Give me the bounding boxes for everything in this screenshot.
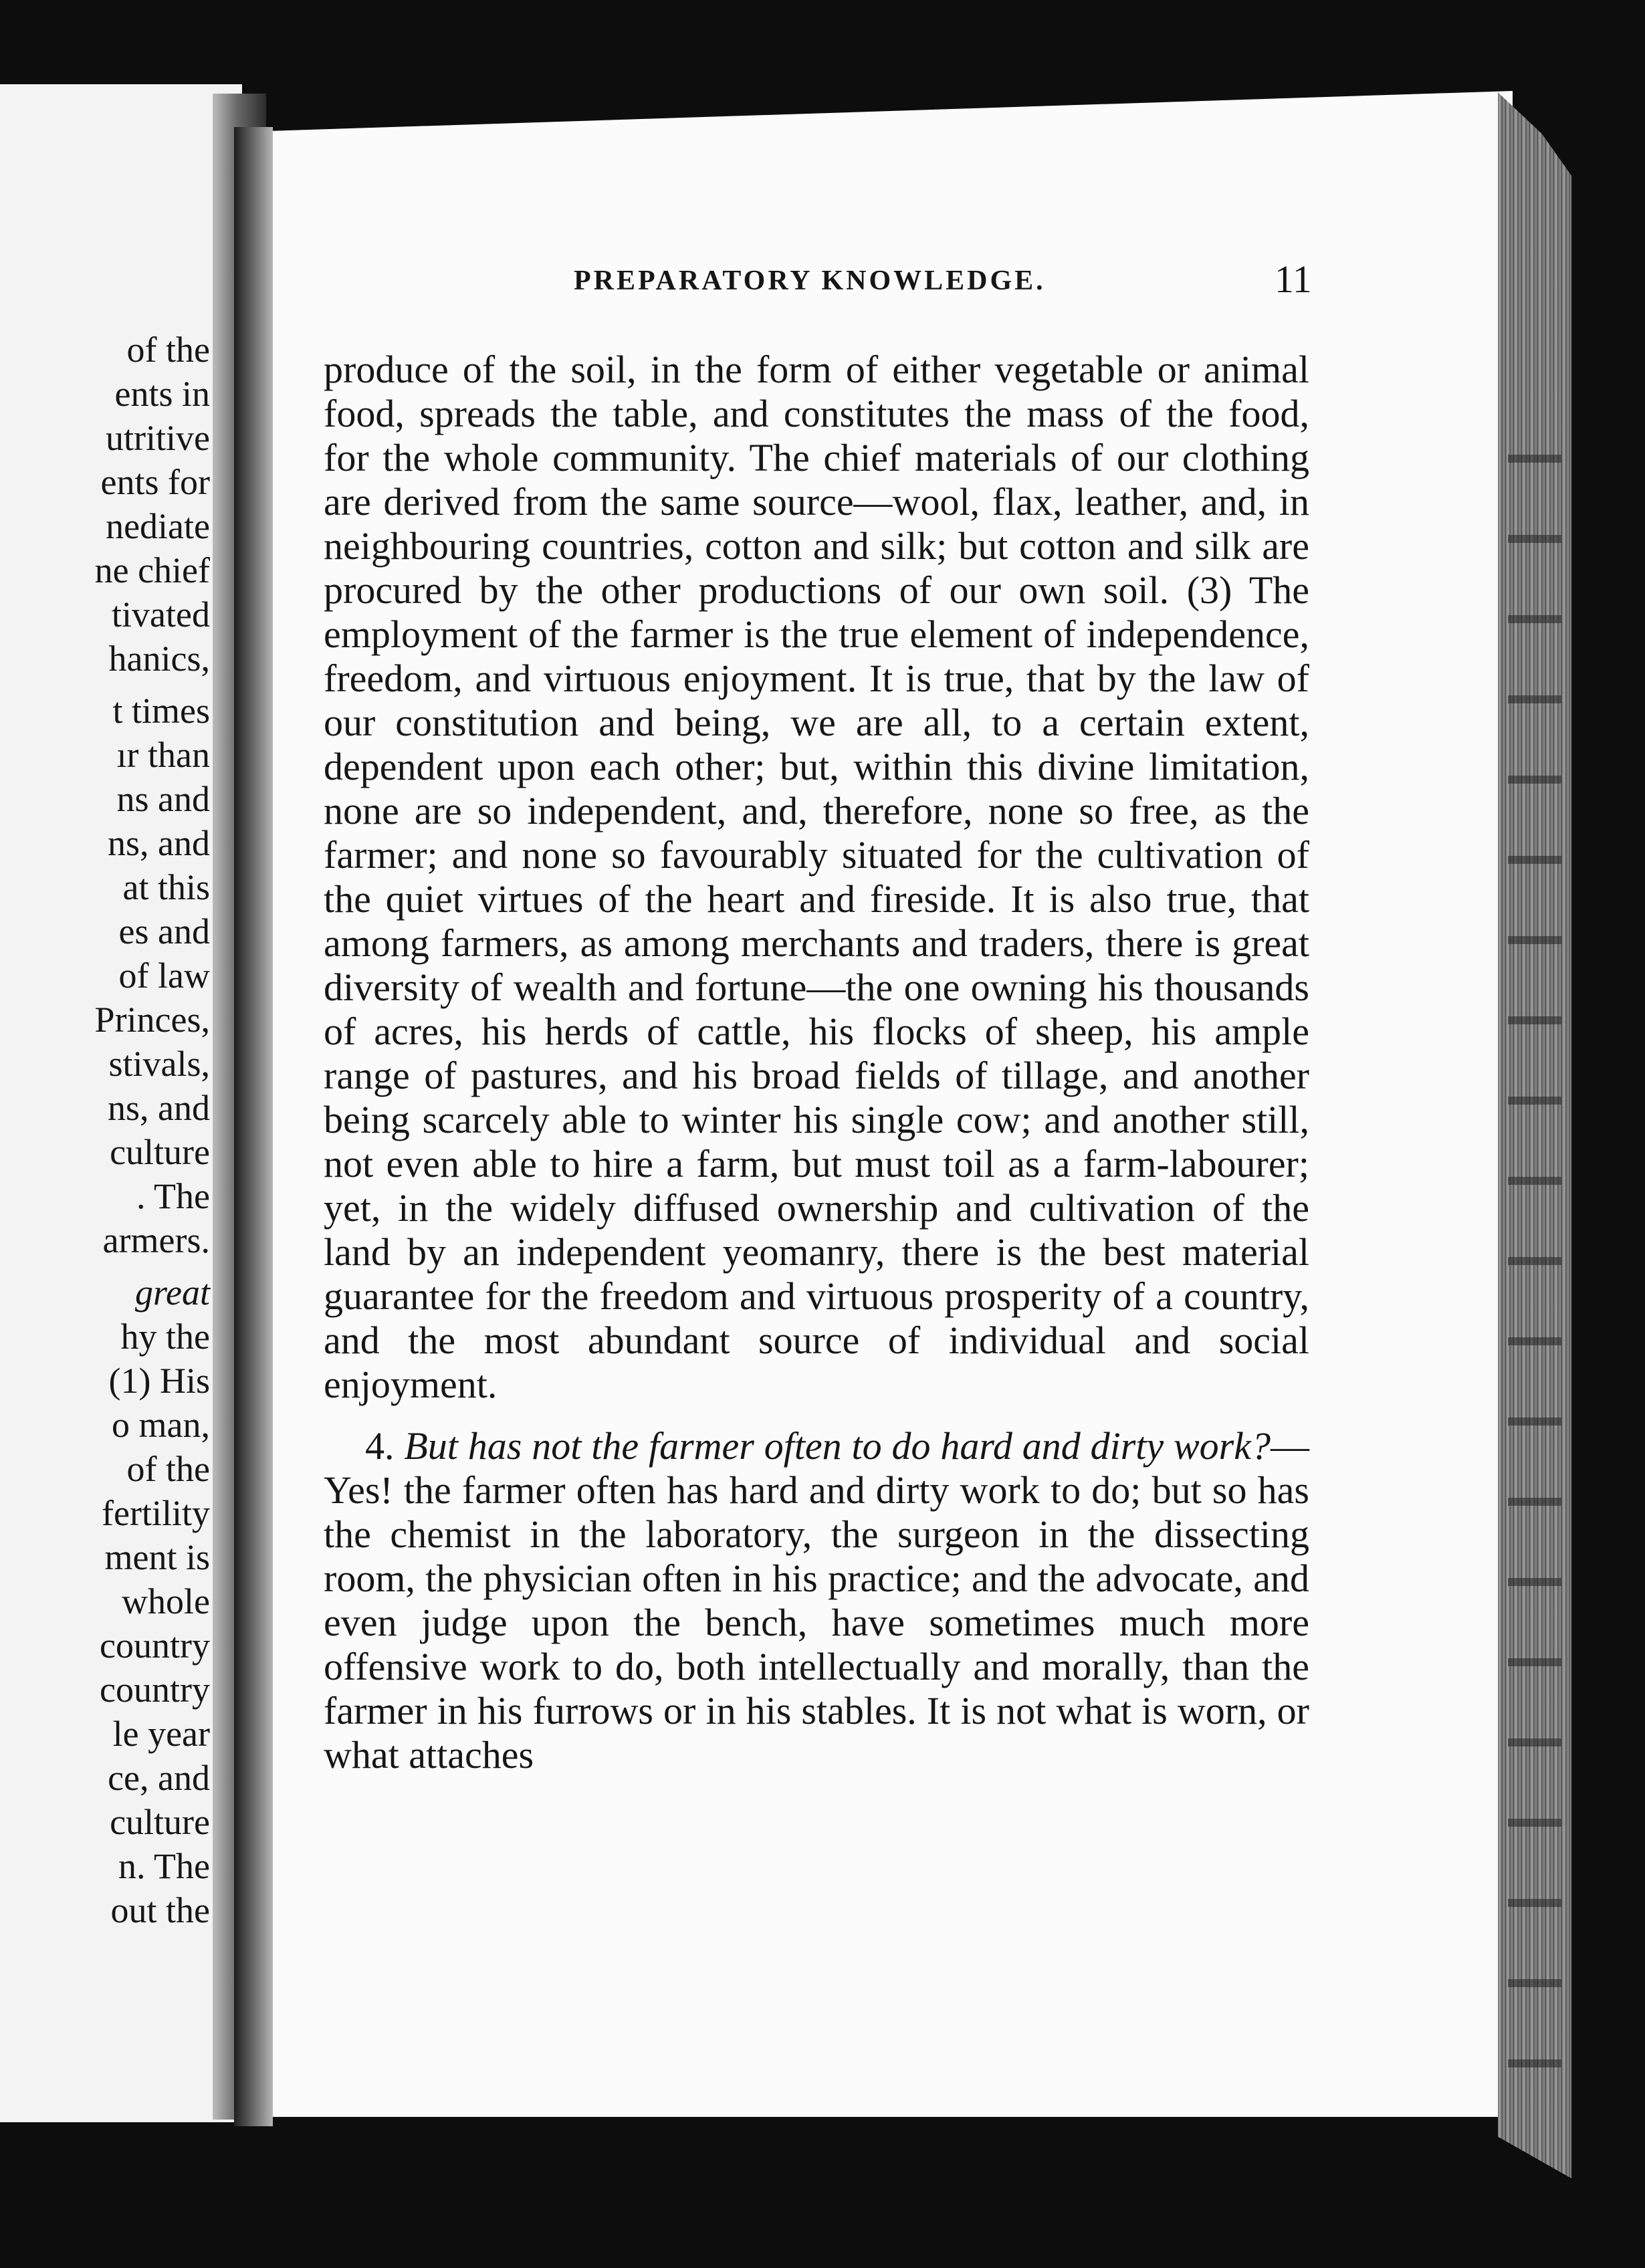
left-page-line: nediate — [106, 506, 210, 546]
left-page-line: out the — [110, 1890, 210, 1930]
left-page-line: country — [100, 1625, 210, 1666]
question-text: But has not the farmer often to do hard and dirty work? — [404, 1424, 1271, 1468]
left-page-line: ents in — [114, 374, 210, 414]
left-page-line: hanics, — [108, 639, 210, 679]
left-page-line: Princes, — [94, 1000, 210, 1040]
left-page-line: n. The — [118, 1846, 210, 1886]
left-page-line: whole — [122, 1581, 210, 1621]
left-page-line: . The — [136, 1176, 210, 1216]
page-number: 11 — [1275, 257, 1312, 301]
left-page-text — [95, 328, 210, 1932]
left-page-line: t times — [112, 691, 210, 731]
left-page-line: great — [135, 1272, 210, 1313]
left-page-line: of the — [126, 1449, 210, 1489]
left-page-line: tivated — [112, 594, 210, 635]
left-page-line: armers. — [102, 1220, 210, 1260]
question-4-paragraph — [324, 1424, 1309, 1777]
left-page-line: stivals, — [108, 1044, 210, 1084]
left-page-line: utritive — [106, 418, 210, 458]
right-gutter-shadow — [234, 127, 273, 2126]
left-page-line: of the — [126, 330, 210, 370]
left-page-line: (1) His — [108, 1361, 210, 1401]
answer-text: —Yes! the farmer often has hard and dirty work to do; but so has the chemist in the laboratory, the surgeon in the dissecting room, the physician often in his practice; and the advocate, and even judge upon the bench, have sometimes much more offensive work to do, both intellectually and morally, than the farmer in his furrows or in his stables. It is not what is worn, or what attaches — [324, 1424, 1309, 1777]
left-page-line: ents for — [100, 462, 210, 502]
left-page-line: at this — [122, 867, 210, 907]
left-page-line: ce, and — [108, 1758, 210, 1798]
left-page-line: ns, and — [108, 1088, 210, 1128]
left-facing-page — [0, 84, 242, 2122]
page-edge-marks — [1508, 428, 1561, 2100]
left-page-line: of law — [118, 955, 210, 996]
left-page-line: culture — [110, 1802, 210, 1842]
left-page-line: ne chief — [94, 550, 210, 590]
body-text — [324, 348, 1309, 1777]
left-page-line: le year — [112, 1714, 210, 1754]
paragraph-continued: produce of the soil, in the form of either vegetable or animal food, spreads the table, and constitutes the mass of the food, for the whole community. The chief materials of our clothing are derived from the same source—wool, flax, leather, and, in neighbouring countries, cotton and silk; but cotton and silk are procured by the other productions of our own soil. (3) The employment of the farmer is the true element of independence, freedom, and virtuous enjoyment. It is true, that by the law of our constitution and being, we are all, to a certain extent, dependent upon each other; but, within this divine limitation, none are so independent, and, therefore, none so free, as the farmer; and none so favourably situated for the cultivation of the quiet virtues of the heart and fireside. It is also true, that among farmers, as among merchants and traders, there is great diversity of wealth and fortune—the one owning his thousands of acres, his herds of cattle, his flocks of sheep, his ample range of pastures, and his broad fields of tillage, and another being scarcely able to winter his single cow; and another still, not even able to hire a farm, but must toil as a farm-labourer; yet, in the widely diffused ownership and cultivation of the land by an independent yeomanry, there is the best material guarantee for the freedom and virtuous prosperity of a country, and the most abundant source of individual and social enjoyment. — [324, 348, 1309, 1406]
left-page-line — [95, 681, 210, 689]
left-page-line: hy the — [120, 1317, 210, 1357]
question-number: 4. — [365, 1424, 395, 1468]
left-page-line: fertility — [102, 1493, 210, 1533]
left-page-line: ns, and — [108, 823, 210, 863]
left-page-line: culture — [110, 1132, 210, 1172]
left-page-line: o man, — [112, 1405, 210, 1445]
left-page-line — [95, 1262, 210, 1270]
left-page-line: ment is — [104, 1537, 210, 1577]
left-page-line: es and — [118, 911, 210, 951]
left-page-line: ır than — [116, 735, 210, 775]
running-head: PREPARATORY KNOWLEDGE. — [574, 265, 1046, 296]
left-page-line: ns and — [116, 779, 210, 819]
left-page-line: country — [100, 1670, 210, 1710]
